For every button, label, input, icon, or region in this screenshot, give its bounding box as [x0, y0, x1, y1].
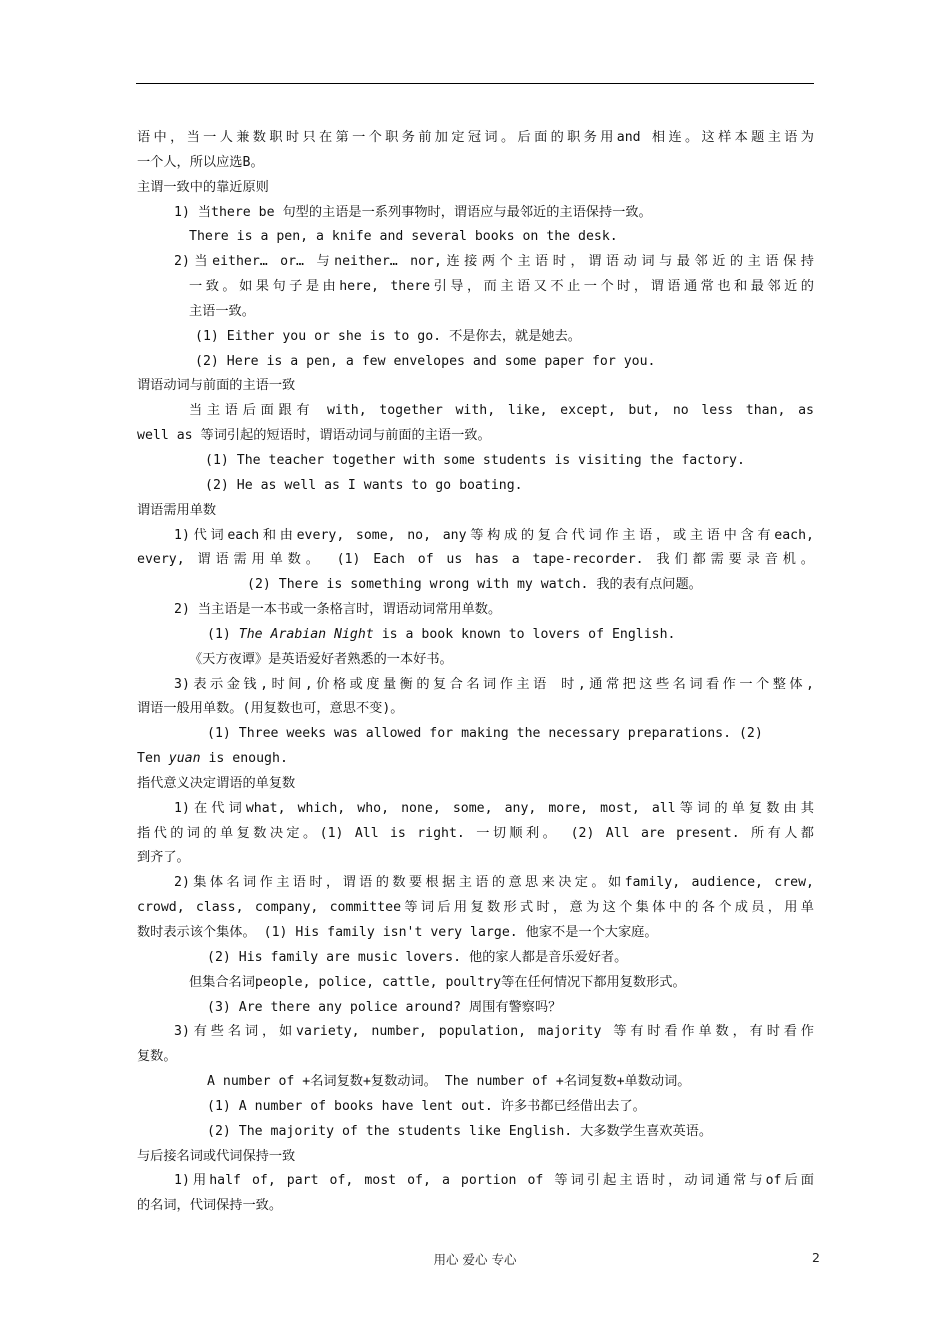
body-line: 谓语一般用单数。(用复数也可，意思不变)。	[137, 701, 404, 717]
section-heading: 谓语动词与前面的主语一致	[137, 378, 296, 394]
example-line: (1) A number of books have lent out. 许多书都已经借出去了。	[207, 1098, 646, 1114]
body-line: 的名词，代词保持一致。	[137, 1198, 283, 1214]
body-line: 到齐了。	[137, 850, 190, 866]
example-line: There is a pen, a knife and several books on the desk.	[189, 229, 618, 245]
example-line: A number of +名词复数+复数动词。 The number of +名词复数+单数动词。	[207, 1074, 691, 1090]
example-line: (3) Are there any police around? 周围有警察吗？	[207, 999, 562, 1015]
example-number: (1)	[207, 626, 239, 642]
body-line: 数时表示该个集体。 (1) His family isn't very large. 他家不是一个大家庭。	[137, 925, 658, 940]
section-heading: 谓语需用单数	[137, 502, 217, 518]
body-line: 一致。如果句子是由here, there引导，而主语又不止一个时，谓语通常也和最邻近的	[189, 279, 814, 295]
body-line: 1) 当there be 句型的主语是一系列事物时，谓语应与最邻近的主语保持一致。	[174, 204, 652, 220]
body-line: 1)代词each和由every, some, no, any等构成的复合代词作主语，或主语中含有each,	[174, 527, 814, 543]
example-line: (2) His family are music lovers. 他的家人都是音乐爱好者。	[207, 949, 628, 965]
book-title: The Arabian Night	[238, 626, 374, 642]
footer-motto: 用心 爱心 专心	[433, 1252, 517, 1267]
example-text: is a book known to lovers of English.	[381, 626, 676, 642]
example-line	[137, 747, 814, 772]
body-line: every, 谓语需用单数。 (1) Each of us has a tape-recorder. 我们都需要录音机。	[137, 552, 814, 568]
example-text: is enough.	[208, 751, 288, 767]
example-line: (2) There is something wrong with my watch. 我的表有点问题。	[247, 577, 702, 593]
example-line: (1) Either you or she is to go. 不是你去，就是她去。	[195, 328, 581, 344]
header-rule	[136, 83, 814, 84]
translation-line: 《天方夜谭》是英语爱好者熟悉的一本好书。	[189, 651, 453, 667]
example-line	[137, 623, 814, 648]
body-line: 当主语后面跟有 with, together with, like, except, but, no less than, as	[189, 403, 814, 419]
example-line: (1) The teacher together with some students is visiting the factory.	[205, 452, 745, 468]
body-line: 3)有些名词，如variety, number, population, majority 等有时看作单数，有时看作	[174, 1024, 814, 1040]
page-body	[137, 126, 814, 1219]
body-line: 复数。	[137, 1049, 177, 1065]
body-line: 语中，当一人兼数职时只在第一个职务前加定冠词。后面的职务用and 相连。这样本题主语为	[137, 130, 814, 145]
body-line: 一个人，所以应选B。	[137, 154, 264, 170]
body-line: 2)集体名词作主语时，谓语的数要根据主语的意思来决定。如family, audience, crew,	[174, 875, 814, 891]
body-line: 但集合名词people, police, cattle, poultry等在任何情况下都用复数形式。	[189, 974, 686, 990]
body-line: 3)表示金钱,时间,价格或度量衡的复合名词作主语 时,通常把这些名词看作一个整体,	[174, 676, 814, 692]
example-line: (2) Here is a pen, a few envelopes and some paper for you.	[195, 353, 656, 369]
body-line: 1)用half of, part of, most of, a portion of 等词引起主语时，动词通常与of后面	[174, 1173, 814, 1189]
section-heading: 指代意义决定谓语的单复数	[137, 775, 296, 791]
section-heading: 与后接名词或代词保持一致	[137, 1148, 296, 1164]
body-line: 2)当either… or… 与neither… nor,连接两个主语时，谓语动词与最邻近的主语保持	[174, 254, 814, 270]
body-line: well as 等词引起的短语时，谓语动词与前面的主语一致。	[137, 428, 491, 444]
body-line: 2) 当主语是一本书或一条格言时，谓语动词常用单数。	[174, 602, 502, 618]
body-line: 指代的词的单复数决定。(1) All is right. 一切顺利。 (2) All are present. 所有人都	[137, 825, 814, 841]
body-line: 主语一致。	[189, 303, 255, 319]
currency-word: yuan	[168, 751, 201, 767]
page-number: 2	[812, 1250, 820, 1265]
body-line: crowd, class, company, committee等词后用复数形式时，意为这个集体中的各个成员，用单	[137, 900, 814, 916]
example-line: (2) The majority of the students like English. 大多数学生喜欢英语。	[207, 1123, 713, 1139]
body-line: 1)在代词what, which, who, none, some, any, more, most, all等词的单复数由其	[174, 800, 814, 816]
example-line: (2) He as well as I wants to go boating.	[205, 477, 523, 493]
section-heading: 主谓一致中的靠近原则	[137, 179, 269, 195]
example-line: (1) Three weeks was allowed for making the necessary preparations. (2)	[207, 726, 763, 742]
example-text: Ten	[137, 751, 169, 767]
